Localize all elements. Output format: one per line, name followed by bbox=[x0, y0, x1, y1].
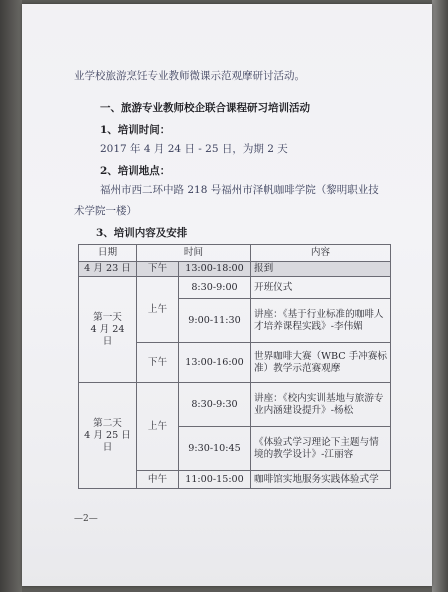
item1-heading: 1、培训时间： bbox=[100, 124, 171, 136]
day1-am2-content-line2: 才培养课程实践》-李伟媚 bbox=[254, 320, 363, 332]
day2-last-time: 11:00-15:00 bbox=[179, 471, 251, 489]
table-header-row bbox=[79, 245, 391, 262]
day2-am2-time: 9:30-10:45 bbox=[179, 427, 251, 471]
day1-pm-time: 13:00-16:00 bbox=[179, 343, 251, 383]
apr23-date: 4 月 23 日 bbox=[79, 262, 137, 277]
photo-edge-left bbox=[0, 0, 22, 592]
day2-am2-content-line1: 《体验式学习理论下主题与情 bbox=[254, 436, 379, 448]
day1-date-cell bbox=[79, 277, 137, 383]
day2-date-line1: 第二天 bbox=[93, 417, 122, 429]
item3-heading: 3、培训内容及安排 bbox=[96, 227, 188, 239]
day2-am1-content-line1: 讲座：《校内实训基地与旅游专 bbox=[254, 392, 384, 404]
schedule-table bbox=[78, 244, 391, 489]
day1-pm-label: 下午 bbox=[137, 343, 179, 383]
header-date: 日期 bbox=[79, 245, 137, 262]
day1-am-label: 上午 bbox=[137, 277, 179, 343]
day1-date-line1: 第一天 bbox=[93, 311, 122, 323]
apr23-time: 13:00-18:00 bbox=[179, 262, 251, 277]
day1-date-line3: 日 bbox=[102, 335, 113, 347]
day2-am2-content-line2: 境的教学设计》-江丽容 bbox=[254, 448, 354, 460]
apr23-period: 下午 bbox=[137, 262, 179, 277]
day1-am2-content bbox=[251, 299, 391, 343]
section1-heading: 一、旅游专业教师校企联合课程研习培训活动 bbox=[100, 102, 310, 114]
apr23-content: 报到 bbox=[251, 262, 391, 277]
day2-am1-time: 8:30-9:30 bbox=[179, 383, 251, 427]
item1-text: 2017 年 4 月 24 日 - 25 日，为期 2 天 bbox=[100, 143, 288, 155]
table-row bbox=[79, 262, 391, 277]
day2-date-line2: 4 月 25 日 bbox=[84, 429, 131, 441]
day1-date-line2: 4 月 24 bbox=[90, 323, 125, 335]
intro-line: 业学校旅游烹饪专业教师微课示范观摩研讨活动。 bbox=[74, 70, 305, 82]
header-content: 内容 bbox=[251, 245, 391, 262]
item2-heading: 2、培训地点： bbox=[100, 165, 171, 177]
item2-text-line2: 术学院一楼） bbox=[74, 205, 137, 217]
day2-am-label: 上午 bbox=[137, 383, 179, 471]
day1-pm-content-line2: 准）教学示范赛观摩 bbox=[254, 362, 341, 374]
day1-am1-content: 开班仪式 bbox=[251, 277, 391, 299]
day1-pm-content bbox=[251, 343, 391, 383]
day2-last-period: 中午 bbox=[137, 471, 179, 489]
day2-am1-content bbox=[251, 383, 391, 427]
day2-date-line3: 日 bbox=[102, 441, 113, 453]
day2-am2-content bbox=[251, 427, 391, 471]
day2-last-content: 咖啡馆实地服务实践体验式学 bbox=[251, 471, 391, 489]
table-row bbox=[79, 277, 391, 299]
header-time: 时间 bbox=[137, 245, 251, 262]
day2-am1-content-line2: 业内涵建设提升》-杨松 bbox=[254, 404, 354, 416]
day1-am1-time: 8:30-9:00 bbox=[179, 277, 251, 299]
page-number: —2— bbox=[74, 514, 98, 524]
photo-edge-right bbox=[432, 0, 448, 592]
table-row bbox=[79, 383, 391, 427]
day1-am2-content-line1: 讲座：《基于行业标准的咖啡人 bbox=[254, 308, 384, 320]
day1-am2-time: 9:00-11:30 bbox=[179, 299, 251, 343]
day2-date-cell bbox=[79, 383, 137, 489]
item2-text-line1: 福州市西二环中路 218 号福州市泽帆咖啡学院（黎明职业技 bbox=[100, 184, 379, 196]
day1-pm-content-line1: 世界咖啡大赛（WBC 手冲赛标 bbox=[254, 350, 388, 362]
